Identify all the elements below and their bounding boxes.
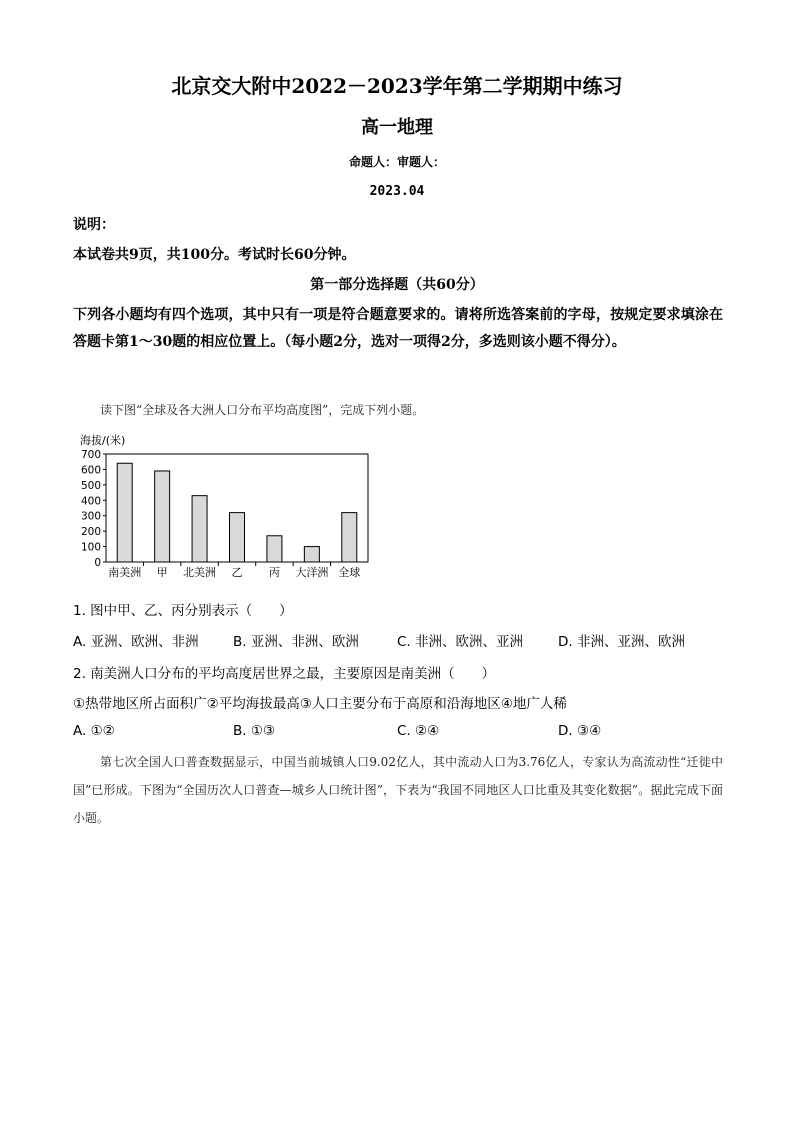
chart-y-axis-label: 海拔/(米) bbox=[80, 434, 126, 447]
q2-option-d[interactable]: D. ③④ bbox=[558, 723, 602, 739]
y-tick-label: 200 bbox=[80, 526, 101, 539]
exam-title: 北京交大附中2022－2023学年第二学期期中练习 bbox=[171, 74, 623, 98]
x-tick-label: 丙 bbox=[268, 566, 280, 579]
x-tick-label: 南美洲 bbox=[108, 566, 142, 579]
q1-option-a[interactable]: A. 亚洲、欧洲、非洲 bbox=[73, 634, 199, 650]
bar-丙 bbox=[267, 536, 282, 562]
q1-option-b[interactable]: B. 亚洲、非洲、欧洲 bbox=[233, 634, 359, 650]
y-tick-label: 400 bbox=[80, 495, 101, 508]
exam-date: 2023.04 bbox=[369, 184, 425, 199]
instructions-text: 本试卷共9页，共100分。考试时长60分钟。 bbox=[73, 247, 356, 263]
exam-subject: 高一地理 bbox=[361, 117, 433, 138]
bar-南美洲 bbox=[117, 463, 132, 562]
x-tick-label: 甲 bbox=[156, 566, 168, 579]
instructions-label: 说明： bbox=[73, 217, 115, 233]
y-tick-label: 0 bbox=[94, 557, 101, 569]
reading-prompt-1: 读下图“全球及各大洲人口分布平均高度图”，完成下列小题。 bbox=[100, 403, 425, 417]
bar-北美洲 bbox=[192, 496, 207, 562]
x-tick-label: 乙 bbox=[231, 566, 243, 579]
question-2-stem: 2. 南美洲人口分布的平均高度居世界之最，主要原因是南美洲（ ） bbox=[73, 666, 496, 682]
x-tick-label: 北美洲 bbox=[183, 566, 217, 579]
reading-prompt-2: 第七次全国人口普查数据显示，中国当前城镇人口9.02亿人，其中流动人口为3.76亿人，专家认为高流动性“迁徙中国”已形成。下图为“全国历次人口普查—城乡人口统计图”，下表为“我国不同地区人口比重及其变化数据”。据此完成下面小题。 bbox=[73, 755, 723, 825]
question-1-stem: 1. 图中甲、乙、丙分别表示（ ） bbox=[73, 603, 293, 619]
y-tick-label: 500 bbox=[80, 479, 101, 492]
q1-option-c[interactable]: C. 非洲、欧洲、亚洲 bbox=[397, 634, 524, 650]
question-2-statements: ①热带地区所占面积广②平均海拔最高③人口主要分布于高原和沿海地区④地广人稀 bbox=[73, 696, 567, 712]
bar-大洋洲 bbox=[304, 547, 319, 562]
q2-option-a[interactable]: A. ①② bbox=[73, 723, 115, 739]
section-title: 第一部分选择题（共60分） bbox=[310, 277, 484, 293]
y-tick-label: 100 bbox=[80, 541, 101, 554]
bar-甲 bbox=[155, 471, 170, 562]
author-line: 命题人：审题人： bbox=[348, 155, 445, 169]
y-tick-label: 700 bbox=[80, 449, 101, 461]
population-altitude-chart bbox=[76, 430, 376, 585]
y-tick-label: 300 bbox=[80, 510, 101, 523]
bar-乙 bbox=[230, 513, 245, 562]
x-tick-label: 全球 bbox=[338, 566, 361, 579]
q2-option-b[interactable]: B. ①③ bbox=[233, 723, 276, 739]
q2-option-c[interactable]: C. ②④ bbox=[397, 723, 440, 739]
y-tick-label: 600 bbox=[80, 464, 101, 477]
q1-option-d[interactable]: D. 非洲、亚洲、欧洲 bbox=[558, 634, 685, 650]
x-tick-label: 大洋洲 bbox=[295, 566, 329, 579]
bar-全球 bbox=[342, 513, 357, 562]
section-intro: 下列各小题均有四个选项，其中只有一项是符合题意要求的。请将所选答案前的字母，按规定要求填涂在答题卡第1～30题的相应位置上。（每小题2分，选对一项得2分，多选则该小题不得分）。 bbox=[73, 307, 723, 350]
